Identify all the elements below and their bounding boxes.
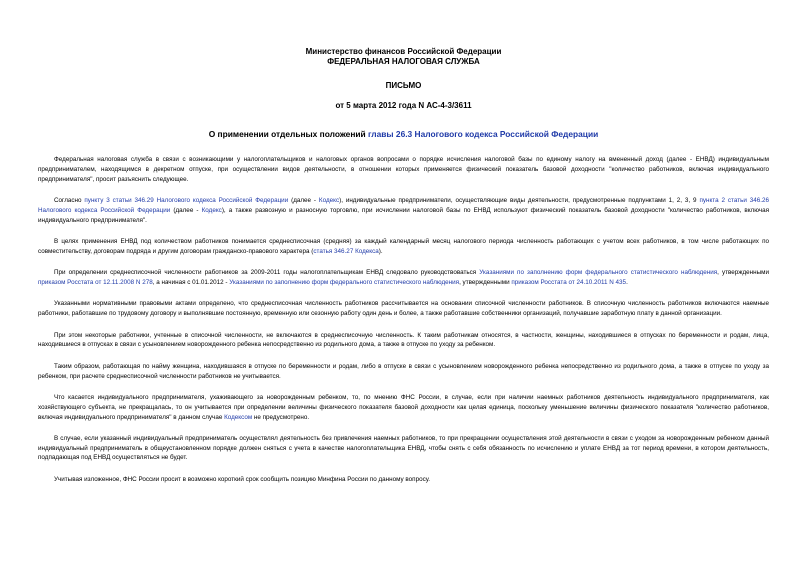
issuer-ministry: Министерство финансов Российской Федерации <box>305 47 502 56</box>
paragraph-7 <box>38 362 769 382</box>
paragraph-6 <box>38 331 769 351</box>
document-date-number: от 5 марта 2012 года N АС-4-3/3611 <box>335 101 472 110</box>
paragraph-text: ). <box>378 247 383 255</box>
link-article-346-27[interactable]: статья 346.27 Кодекса <box>313 247 379 255</box>
paragraph-5 <box>38 299 769 319</box>
paragraph-text: не предусмотрено. <box>252 413 310 421</box>
title-link-chapter-26-3[interactable]: главы 26.3 Налогового кодекса Российской Федерации <box>368 129 599 139</box>
paragraph-10 <box>38 475 769 485</box>
paragraph-text: Что касается индивидуального предпринимателя, ухаживающего за новорожденным ребенком, то, по мнению ФНС России, в случае, если при наличии наемных работников деятельность индивидуального предпринимателя, как хозяйствующего субъекта, не прекращалась, то он учитывается при определении величины физического показателя базовой доходности как целая единица, поскольку уменьшение величины физического показателя "количество работников, включая индивидуального предпринимателя" в данном случае <box>38 393 769 421</box>
paragraph-text: . <box>626 278 628 286</box>
link-instructions-2011[interactable]: Указаниями по заполнению форм федерального статистического наблюдения <box>229 278 460 286</box>
document-type: ПИСЬМО <box>385 81 422 90</box>
document-body <box>38 155 769 485</box>
paragraph-text: Таким образом, работающая по найму женщина, находившаяся в отпуске по беременности и родам, либо в отпуске в связи с усыновлением новорожденного ребенка непосредственно из родильного дома, а также в отпуске по уходу за ребенком, при расчете среднесписочной численности работников не учитывается. <box>38 362 769 380</box>
document-title <box>38 129 769 140</box>
paragraph-text: ), индивидуальные предприниматели, осуществляющие виды деятельности, предусмотренные подпунктами 1, 2, 3, 9 <box>339 196 700 204</box>
paragraph-text: При определении среднесписочной численности работников за 2009-2011 годы налогоплательщикам ЕНВД следовало руководствоваться <box>54 269 480 277</box>
link-code[interactable]: Кодекс <box>318 196 340 204</box>
paragraph-text: (далее - <box>288 196 319 204</box>
link-code[interactable]: Кодекс <box>201 206 222 214</box>
link-article-346-26[interactable]: пункта 2 статьи 346.26 Налогового кодекса Российской Федерации <box>38 196 770 214</box>
paragraph-1 <box>38 155 769 184</box>
paragraph-text: Согласно <box>54 196 85 204</box>
paragraph-8 <box>38 393 769 422</box>
paragraph-2 <box>38 196 769 225</box>
paragraph-text: В случае, если указанный индивидуальный предприниматель осуществлял деятельность без привлечения наемных работников, то при прекращении осуществления этой деятельности в связи с уходом за новорожденным ребенком данный индивидуальный предприниматель в общеустановленном порядке должен сняться с учета в качестве налогоплательщика ЕНВД, чтобы снять с себя обязанность по исчислению и уплате ЕНВД за тот период времени, в котором деятельность, подпадающая под ЕНВД осуществляться не будет. <box>38 434 769 462</box>
paragraph-text: , утвержденными <box>459 278 512 286</box>
link-article-346-29[interactable]: пункту 3 статьи 346.29 Налогового кодекса Российской Федерации <box>84 196 289 204</box>
paragraph-text: ), а также развозную и разносную торговлю, при исчислении налоговой базы по ЕНВД используют физический показатель базовой доходности "количество работников, включая индивидуального предпринимателя". <box>38 206 770 224</box>
paragraph-3 <box>38 237 769 257</box>
paragraph-text: В целях применения ЕНВД под количеством работников понимается среднесписочная (средняя) за каждый календарный месяц налогового периода численность работающих с учетом всех работников, в том числе работающих по совместительству, договорам подряда и другим договорам гражданско-правового характера ( <box>38 237 769 255</box>
link-instructions-2008[interactable]: Указаниями по заполнению форм федерального статистического наблюдения <box>479 269 718 277</box>
issuer-service: ФЕДЕРАЛЬНАЯ НАЛОГОВАЯ СЛУЖБА <box>327 57 480 66</box>
paragraph-text: (далее - <box>170 206 202 214</box>
paragraph-text: Учитывая изложенное, ФНС России просит в возможно короткий срок сообщить позицию Минфина России по данному вопросу. <box>54 475 430 483</box>
link-code[interactable]: Кодексом <box>224 413 253 421</box>
link-order-278[interactable]: приказом Росстата от 12.11.2008 N 278 <box>38 278 153 286</box>
paragraph-text: Федеральная налоговая служба в связи с возникающими у налогоплательщиков и налоговых органов вопросами о порядке исчисления налоговой базы по единому налогу на вмененный доход (далее - ЕНВД) индивидуальным предпринимателем, находящимся в декретном отпуске, при осуществлении видов деятельности, в отношении которых применяется физический показатель базовой доходности "количество работников, включая индивидуального предпринимателя", просит разъяснить следующее. <box>38 156 769 183</box>
paragraph-4 <box>38 268 769 288</box>
paragraph-text: При этом некоторые работники, учтенные в списочной численности, не включаются в среднесписочную численность. К таким работникам относятся, в частности, женщины, находившиеся в отпусках по беременности и родам, лица, находившиеся в отпусках в связи с усыновлением новорожденного ребенка непосредственно из родильного дома, а также в отпуске по уходу за ребенком. <box>38 331 769 349</box>
paragraph-text: , утвержденными <box>717 269 770 277</box>
paragraph-text: , а начиная с 01.01.2012 - <box>152 278 230 286</box>
title-prefix: О применении отдельных положений <box>208 129 369 139</box>
paragraph-text: Указанными нормативными правовыми актами определено, что среднесписочная численность работников рассчитывается на основании списочной численности работников. В списочную численность работников включаются наемные работники, работавшие по трудовому договору и выполнявшие постоянную, временную или сезонную работу один день и более, а также работавшие собственники организаций, получавшие заработную плату в данной организации. <box>38 300 769 318</box>
link-order-435[interactable]: приказом Росстата от 24.10.2011 N 435 <box>511 278 627 286</box>
paragraph-9 <box>38 434 769 463</box>
